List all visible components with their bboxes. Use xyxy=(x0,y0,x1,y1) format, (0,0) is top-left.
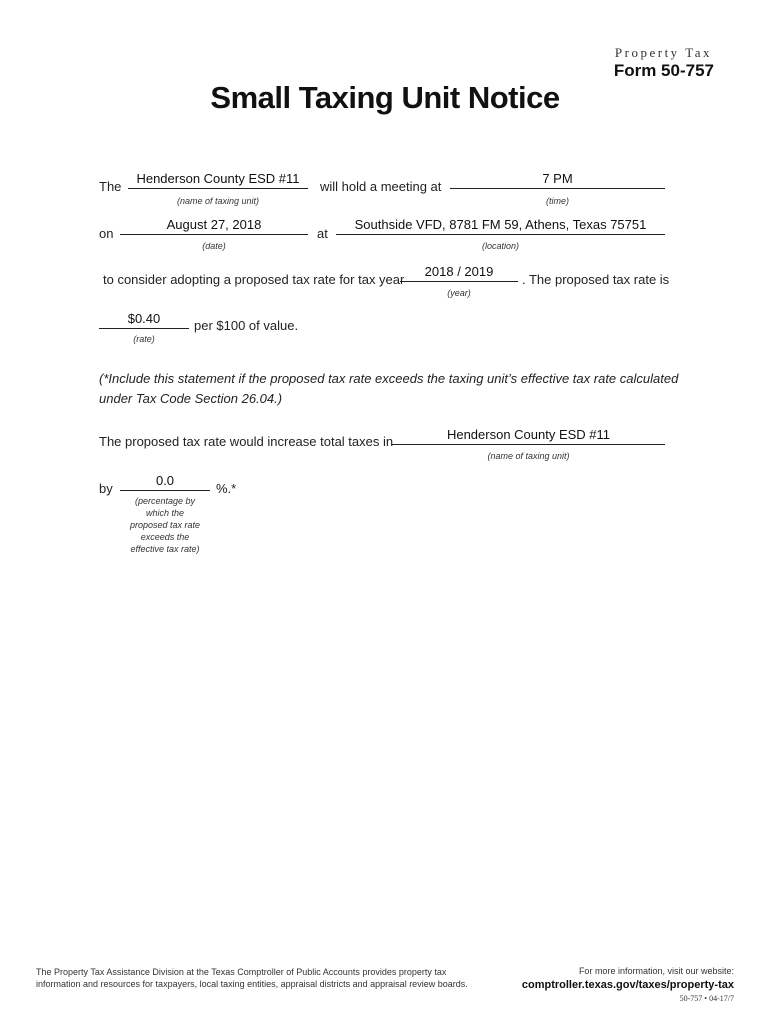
location-field[interactable]: Southside VFD, 8781 FM 59, Athens, Texas 75751 xyxy=(336,218,665,235)
location-caption: (location) xyxy=(481,241,519,251)
rate-suffix: per $100 of value. xyxy=(194,318,299,333)
date-caption: (date) xyxy=(202,241,226,251)
conditional-statement-note: (*Include this statement if the proposed tax rate exceeds the taxing unit’s effective tax rate calculated under Tax Code Section 26.04.) xyxy=(99,371,679,406)
date-field[interactable]: August 27, 2018 xyxy=(120,218,308,235)
row5-prefix: The proposed tax rate would increase total taxes in xyxy=(99,434,394,449)
percentage-caption: (percentage by which the proposed tax rate exceeds the effective tax rate) xyxy=(129,496,201,554)
increase-taxing-unit-caption: (name of taxing unit) xyxy=(487,451,570,461)
row2-prefix: on xyxy=(99,226,114,241)
row3-suffix: . The proposed tax rate is xyxy=(522,272,670,287)
taxing-unit-caption: (name of taxing unit) xyxy=(176,196,260,206)
row1-middle-text: will hold a meeting at xyxy=(320,179,442,194)
taxing-unit-field[interactable]: Henderson County ESD #11 xyxy=(128,172,308,189)
row6-prefix: by xyxy=(99,481,113,496)
year-caption: (year) xyxy=(447,288,471,298)
footer-website-intro: For more information, visit our website: xyxy=(578,966,734,976)
time-field[interactable]: 7 PM xyxy=(450,172,665,189)
rate-field[interactable]: $0.40 xyxy=(99,312,189,329)
footer-description: The Property Tax Assistance Division at the Texas Comptroller of Public Accounts provides property tax information and resources for taxpayers, local taxing entities, appraisal districts and appraisal review boards. xyxy=(36,967,468,989)
row2-middle-text: at xyxy=(317,226,328,241)
increase-taxing-unit-field[interactable]: Henderson County ESD #11 xyxy=(392,428,665,445)
page-title: Small Taxing Unit Notice xyxy=(210,80,560,115)
footer-form-code: 50-757 • 04-17/7 xyxy=(679,994,734,1003)
percentage-suffix: %.* xyxy=(216,481,237,496)
rate-caption: (rate) xyxy=(133,334,155,344)
row3-prefix: to consider adopting a proposed tax rate for tax year xyxy=(103,272,405,287)
percentage-field[interactable]: 0.0 xyxy=(120,474,210,491)
form-number: Form 50-757 xyxy=(613,61,714,80)
time-caption: (time) xyxy=(546,196,569,206)
form-category: Property Tax xyxy=(614,45,712,60)
footer-website-link[interactable]: comptroller.texas.gov/taxes/property-tax xyxy=(521,979,734,991)
year-field[interactable]: 2018 / 2019 xyxy=(400,265,518,282)
row1-prefix: The xyxy=(99,179,122,194)
